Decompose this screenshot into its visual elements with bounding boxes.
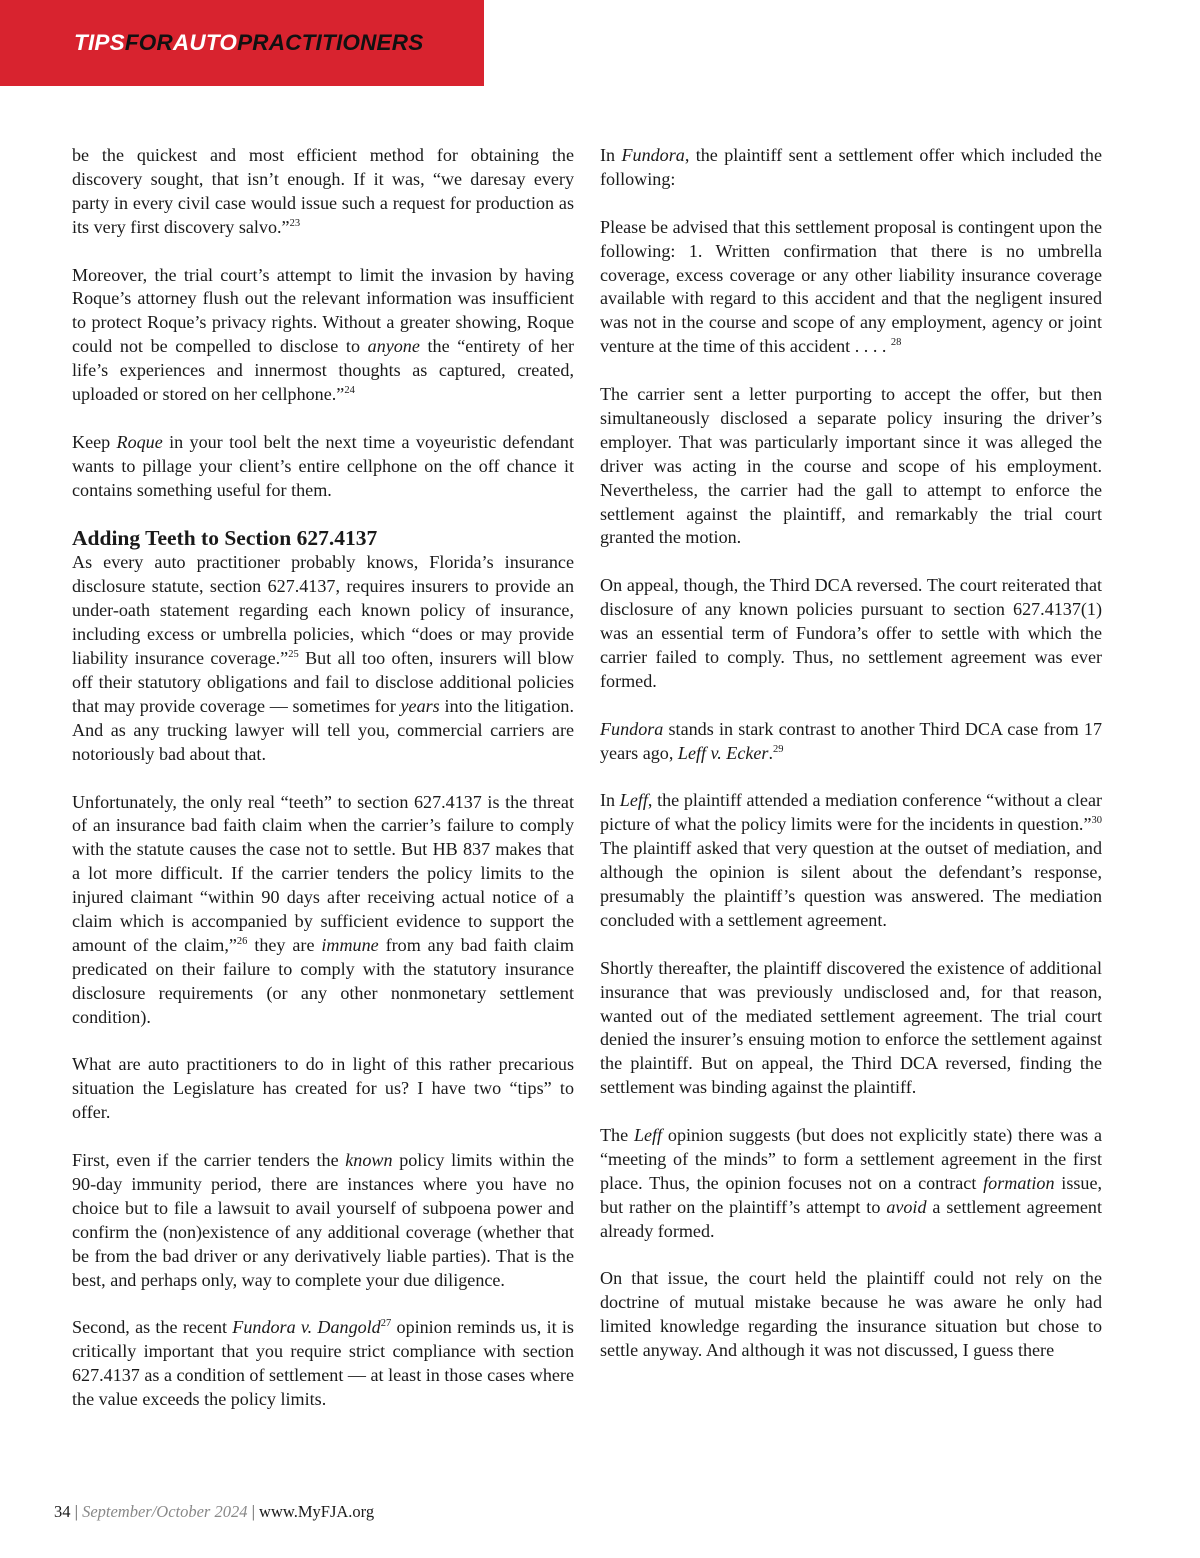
- block-quote: Please be advised that this settlement proposal is contingent upon the following: 1. Written confirmation that there is no umbrella coverage, excess coverage or any other liability insurance coverage available with regard to this accident and that the negligent insured was not in the course and scope of any employment, agency or joint venture at the time of this accident . . . . $^{28}$: [600, 216, 1102, 357]
- paragraph: Keep Roque in your tool belt the next time a voyeuristic defendant wants to pillage your client’s entire cellphone on the off chance it contains something useful for them.: [72, 431, 574, 500]
- footnote-ref: 25: [288, 649, 299, 661]
- section-heading: Adding Teeth to Section 627.4137: [72, 526, 378, 551]
- paragraph: First, even if the carrier tenders the known policy limits within the 90-day immunity period, there are instances where you have no choice but to file a lawsuit to avail yourself of subpoena power and confirm the (non)existence of any additional coverage (whether that be from the bad driver or any derivatively liable parties). That is the best, and perhaps only, way to complete your due diligence.: [72, 1150, 575, 1290]
- paragraph: Shortly thereafter, the plaintiff discovered the existence of additional insurance that was previously undisclosed and, for that reason, wanted out of the mediated settlement agreement. The trial court denied the insurer’s ensuing motion to enforce the settlement against the plaintiff. But on appeal, the Third DCA reversed, finding the settlement was binding against the plaintiff.: [600, 957, 1102, 1098]
- paragraph: As every auto practitioner probably knows, Florida’s insurance disclosure statute, section 627.4137, requires insurers to provide an under-oath statement regarding each known policy of insurance, including excess or umbrella policies, which “does or may provide liability insurance coverage.”$^{25}$ But all too often, insurers will blow off their statutory obligations and fail to disclose additional policies that may provide coverage — sometimes for years into the litigation. And as any trucking lawyer will tell you, commercial carriers are notoriously bad about that.: [72, 552, 575, 764]
- paragraph: In Leff, the plaintiff attended a mediation conference “without a clear picture of what the policy limits were for the incidents in question.”$^{30}$ The plaintiff asked that very question at the outset of mediation, and although the opinion is silent about the defendant’s response, presumably the plaintiff’s question was answered. The mediation concluded with a settlement agreement.: [600, 790, 1102, 930]
- website-link[interactable]: www.MyFJA.org: [259, 1502, 375, 1521]
- footnote-ref: 24: [344, 385, 355, 397]
- title-part-practitioners: PRACTITIONERS: [237, 30, 424, 55]
- footnote-ref: 27: [380, 1318, 392, 1330]
- paragraph: What are auto practitioners to do in light of this rather precarious situation the Legislature has created for us? I have two “tips” to offer.: [72, 1054, 574, 1123]
- paragraph: Moreover, the trial court’s attempt to limit the invasion by having Roque’s attorney flush out the relevant information was insufficient to protect Roque’s privacy rights. Without a greater showing, Roque could not be compelled to disclose to anyone the “entirety of her life’s experiences and innermost thoughts as captured, created, uploaded or stored on her cellphone.”$^{24}$: [72, 264, 574, 405]
- issue-date: September/October 2024: [82, 1502, 248, 1521]
- paragraph: be the quickest and most efficient method for obtaining the discovery sought, that isn’t enough. If it was, “we daresay every party in every civil case would issue such a request for production as its very first discovery salvo.”$^{23}$: [72, 145, 574, 237]
- left-column: [72, 144, 574, 1412]
- paragraph: In Fundora, the plaintiff sent a settlement offer which included the following:: [600, 145, 1102, 189]
- footnote-ref: 26: [236, 935, 248, 947]
- page-footer: [54, 1502, 374, 1522]
- paragraph: Unfortunately, the only real “teeth” to section 627.4137 is the threat of an insurance bad faith claim when the carrier’s failure to comply with the statute causes the case not to settle. But HB 837 makes that a lot more difficult. If the carrier tenders the policy limits to the injured claimant “within 90 days after receiving actual notice of a claim which is accompanied by sufficient evidence to support the amount of the claim,”$^{26}$ they are immune from any bad faith claim predicated on their failure to comply with the statutory insurance disclosure requirements (or any other nonmonetary settlement condition).: [72, 791, 574, 1027]
- paragraph: Second, as the recent Fundora v. Dangold$^{27}$ opinion reminds us, it is critically important that you require strict compliance with section 627.4137 as a condition of settlement — at least in those cases where the value exceeds the policy limits.: [72, 1317, 574, 1410]
- paragraph: On that issue, the court held the plaintiff could not rely on the doctrine of mutual mistake because he was aware he only had limited knowledge regarding the insurance situation but chose to settle anyway. And although it was not discussed, I guess there: [600, 1268, 1102, 1361]
- title-part-for: FOR: [124, 30, 173, 55]
- footnote-ref: 23: [289, 217, 301, 229]
- title-part-auto: AUTO: [172, 30, 238, 55]
- footnote-ref: 28: [890, 337, 902, 349]
- paragraph: Fundora stands in stark contrast to another Third DCA case from 17 years ago, Leff v. Ecker.$^{29}$: [600, 718, 1102, 763]
- footer-separator: |: [74, 1502, 78, 1521]
- section-title: [74, 30, 423, 56]
- paragraph: The Leff opinion suggests (but does not explicitly state) there was a “meeting of the minds” to form a settlement agreement in the first place. Thus, the opinion focuses not on a contract formation issue, but rather on the plaintiff’s attempt to avoid a settlement agreement already formed.: [600, 1125, 1103, 1241]
- paragraph: The carrier sent a letter purporting to accept the offer, but then simultaneously disclosed a separate policy insuring the driver’s employer. That was particularly important since it was alleged the driver was acting in the course and scope of his employment. Nevertheless, the carrier had the gall to attempt to enforce the settlement against the plaintiff, and remarkably the trial court granted the motion.: [600, 384, 1102, 548]
- right-column: [600, 144, 1102, 1363]
- paragraph: On appeal, though, the Third DCA reversed. The court reiterated that disclosure of any known policies pursuant to section 627.4137(1) was an essential term of Fundora’s offer to settle with which the carrier failed to comply. Thus, no settlement agreement was ever formed.: [600, 575, 1102, 691]
- page-number: 34: [54, 1502, 71, 1521]
- title-part-tips: TIPS: [74, 30, 125, 55]
- header-banner: [0, 0, 484, 86]
- footnote-ref: 29: [773, 743, 784, 755]
- footnote-ref: 30: [1091, 815, 1102, 827]
- footer-separator: |: [251, 1502, 255, 1521]
